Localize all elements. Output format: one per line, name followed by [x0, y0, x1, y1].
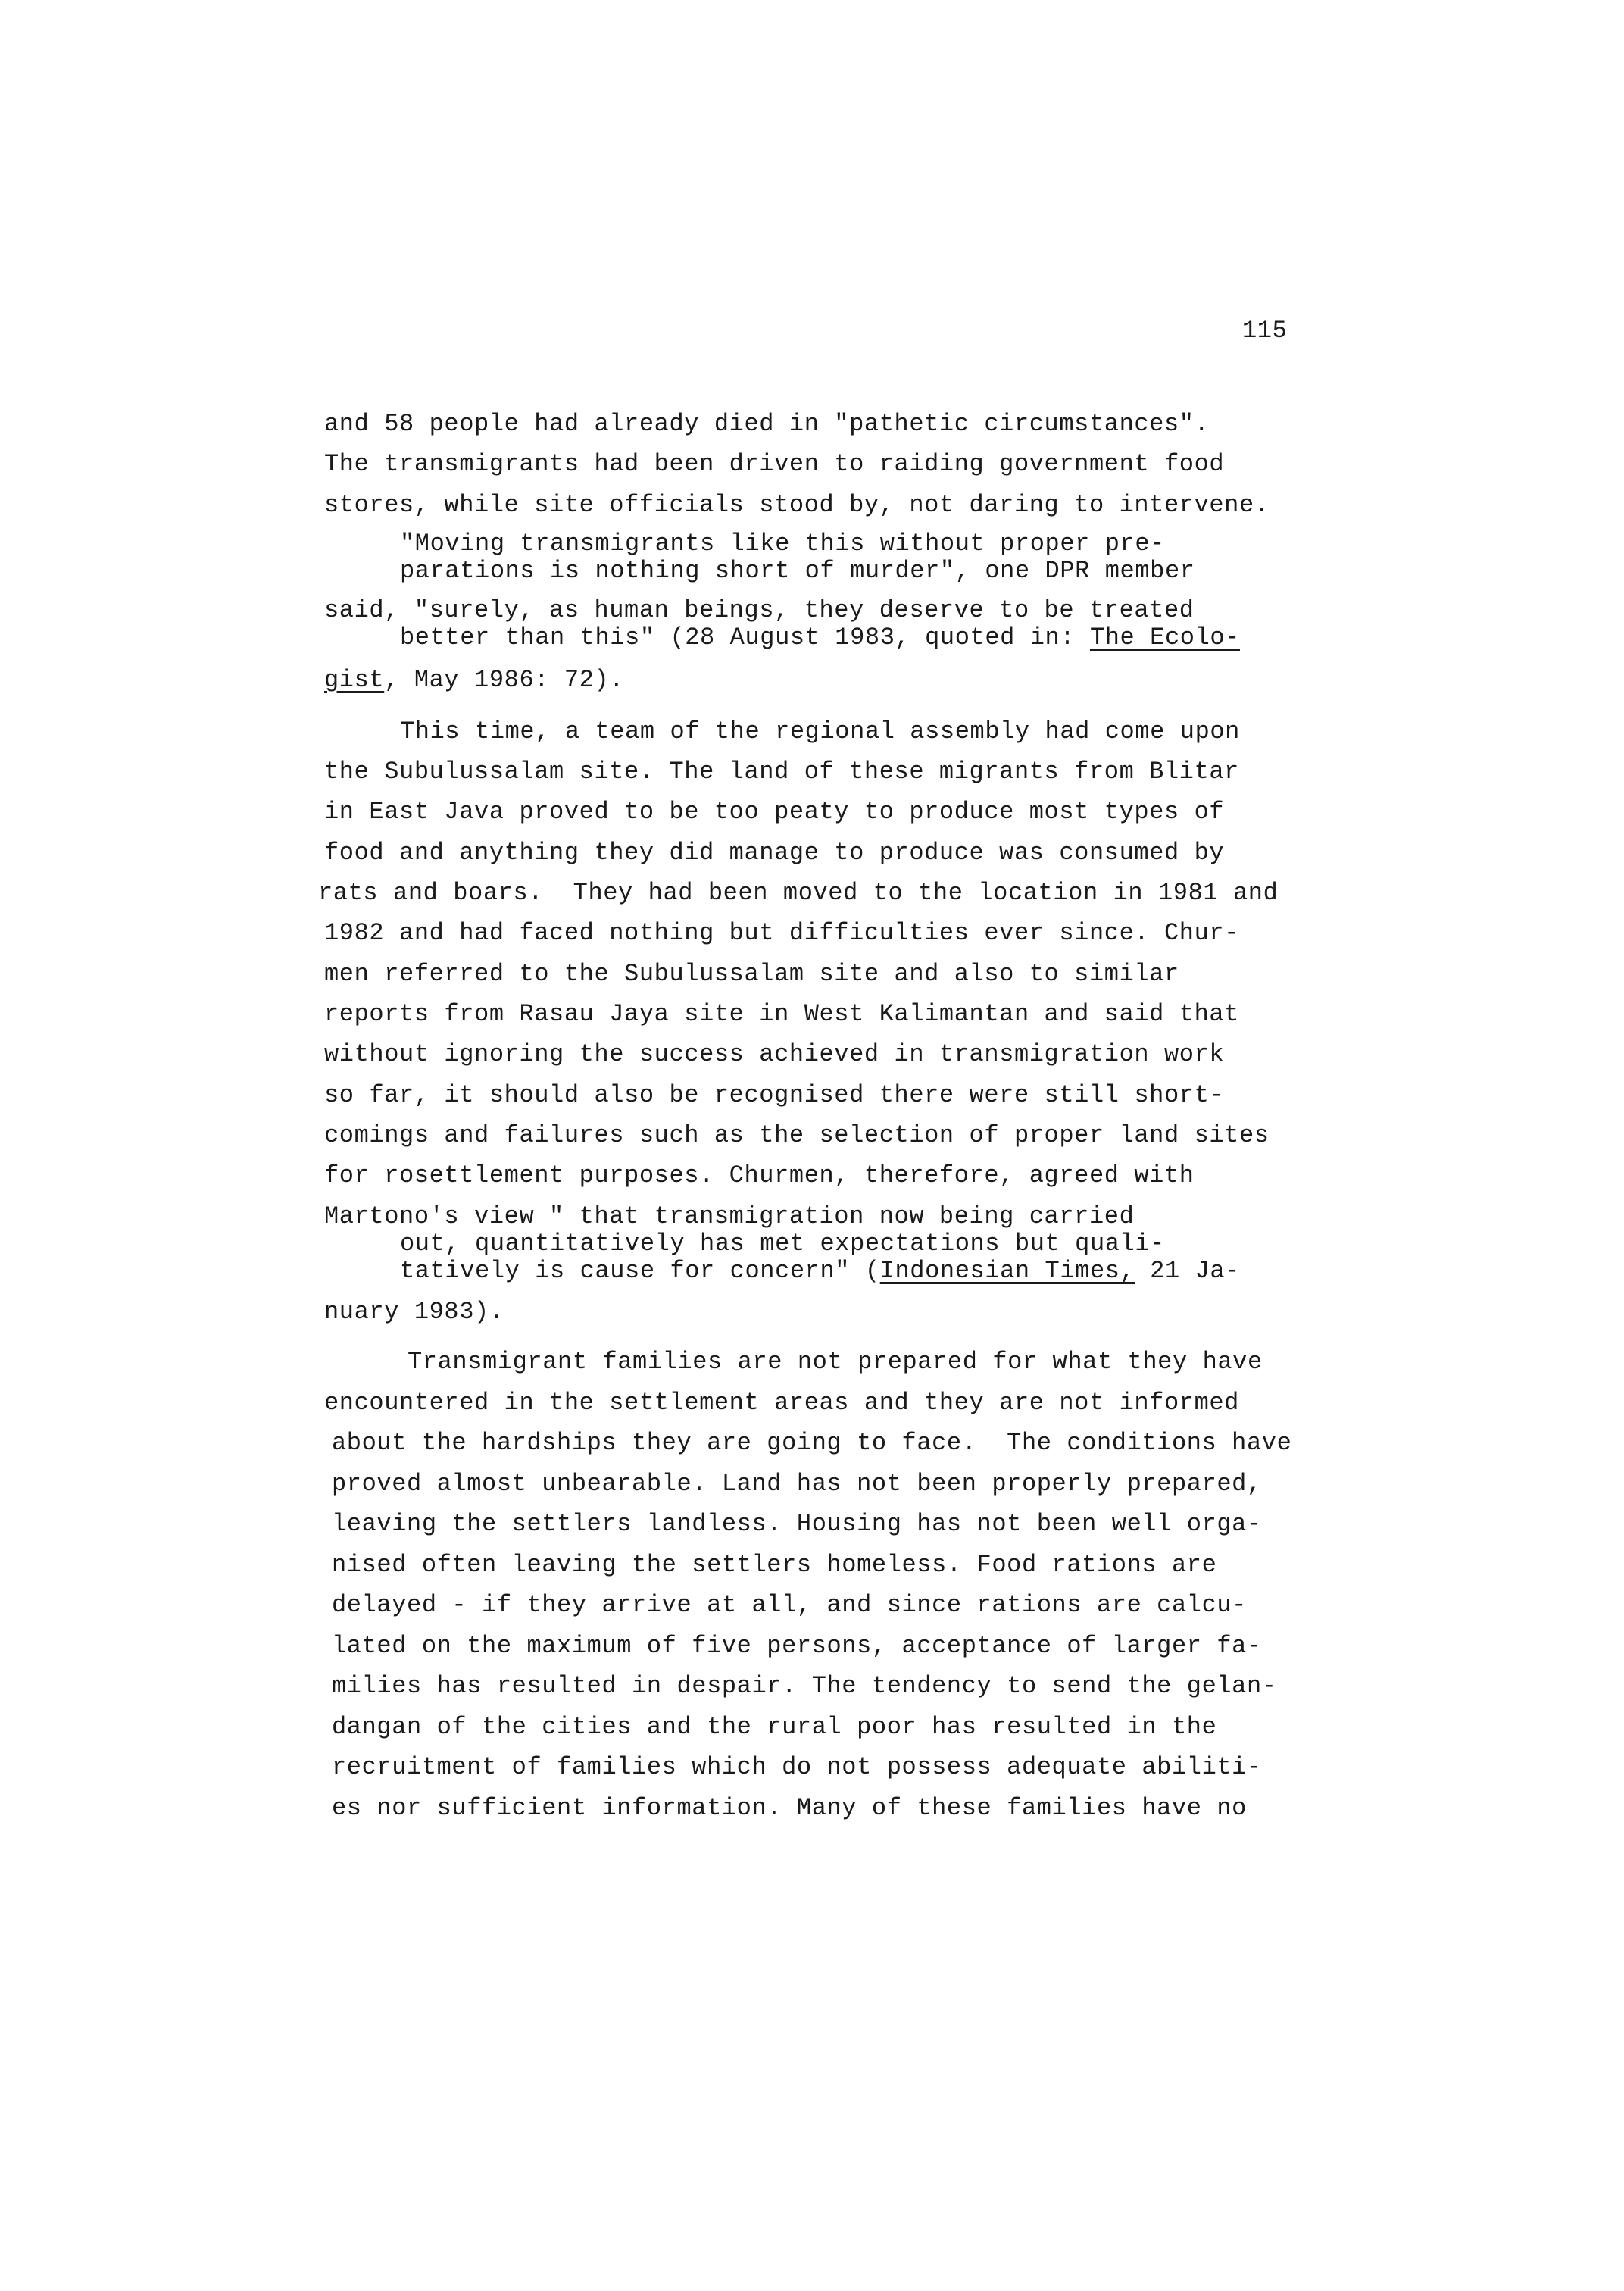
text-line: without ignoring the success achieved in transmigration work [324, 1040, 1225, 1068]
text-line: men referred to the Subulussalam site and also to similar [324, 960, 1179, 988]
quote-line: "Moving transmigrants like this without proper pre- [400, 530, 1165, 558]
text-line: the Subulussalam site. The land of these migrants from Blitar [324, 758, 1239, 786]
text-line: comings and failures such as the selection of proper land sites [324, 1121, 1270, 1149]
text-line: dangan of the cities and the rural poor has resulted in the [332, 1713, 1217, 1741]
quote-line [324, 668, 624, 692]
text-line: milies has resulted in despair. The tendency to send the gelan- [332, 1672, 1277, 1700]
page-number: 115 [1242, 317, 1288, 345]
quote-text: better than this" (28 August 1983, quoted in: [400, 624, 1090, 652]
text-line: leaving the settlers landless. Housing has not been well orga- [332, 1510, 1262, 1538]
citation-source: gist [324, 666, 385, 694]
text-line: encountered in the settlement areas and they are not informed [324, 1389, 1239, 1417]
text-line: stores, while site officials stood by, not daring to intervene. [324, 491, 1270, 519]
text-line: Transmigrant families are not prepared for what they have [408, 1348, 1263, 1376]
text-line: Martono's view " that transmigration now being carried [324, 1202, 1135, 1230]
quote-line: said, "surely, as human beings, they deserve to be treated [324, 596, 1195, 624]
text-line: es nor sufficient information. Many of these families have no [332, 1794, 1247, 1822]
citation-source: The Ecolo- [1089, 624, 1240, 652]
text-line: about the hardships they are going to face. The conditions have [332, 1429, 1292, 1457]
quote-line [400, 1259, 1240, 1283]
text-line: delayed - if they arrive at all, and since rations are calcu- [332, 1591, 1247, 1619]
text-line: The transmigrants had been driven to raiding government food [324, 450, 1225, 478]
text-line: in East Java proved to be too peaty to produce most types of [324, 798, 1225, 826]
quote-line: nuary 1983). [324, 1298, 504, 1326]
citation-source: Indonesian Times, [879, 1257, 1135, 1285]
text-line: 1982 and had faced nothing but difficulties ever since. Chur- [324, 919, 1239, 947]
text-line: rats and boars. They had been moved to the location in 1981 and [318, 879, 1279, 907]
text-line: recruitment of families which do not possess adequate abiliti- [332, 1753, 1262, 1781]
text-line: This time, a team of the regional assembly had come upon [400, 717, 1240, 745]
text-line: reports from Rasau Jaya site in West Kalimantan and said that [324, 1000, 1239, 1028]
text-line: for rosettlement purposes. Churmen, therefore, agreed with [324, 1161, 1195, 1189]
text-line: food and anything they did manage to produce was consumed by [324, 839, 1225, 867]
quote-line [400, 626, 1240, 650]
text-line: so far, it should also be recognised there were still short- [324, 1081, 1225, 1109]
quote-line: parations is nothing short of murder", one DPR member [400, 557, 1195, 585]
citation-tail: 21 Ja- [1135, 1257, 1240, 1285]
quote-line: out, quantitatively has met expectations but quali- [400, 1230, 1165, 1258]
text-line: and 58 people had already died in "pathetic circumstances". [324, 410, 1210, 438]
text-line: lated on the maximum of five persons, acceptance of larger fa- [332, 1632, 1262, 1660]
quote-text: tatively is cause for concern" ( [400, 1257, 880, 1285]
text-line: nised often leaving the settlers homeless. Food rations are [332, 1551, 1217, 1579]
text-line: proved almost unbearable. Land has not been properly prepared, [332, 1470, 1262, 1498]
citation-tail: , May 1986: 72). [384, 666, 625, 694]
